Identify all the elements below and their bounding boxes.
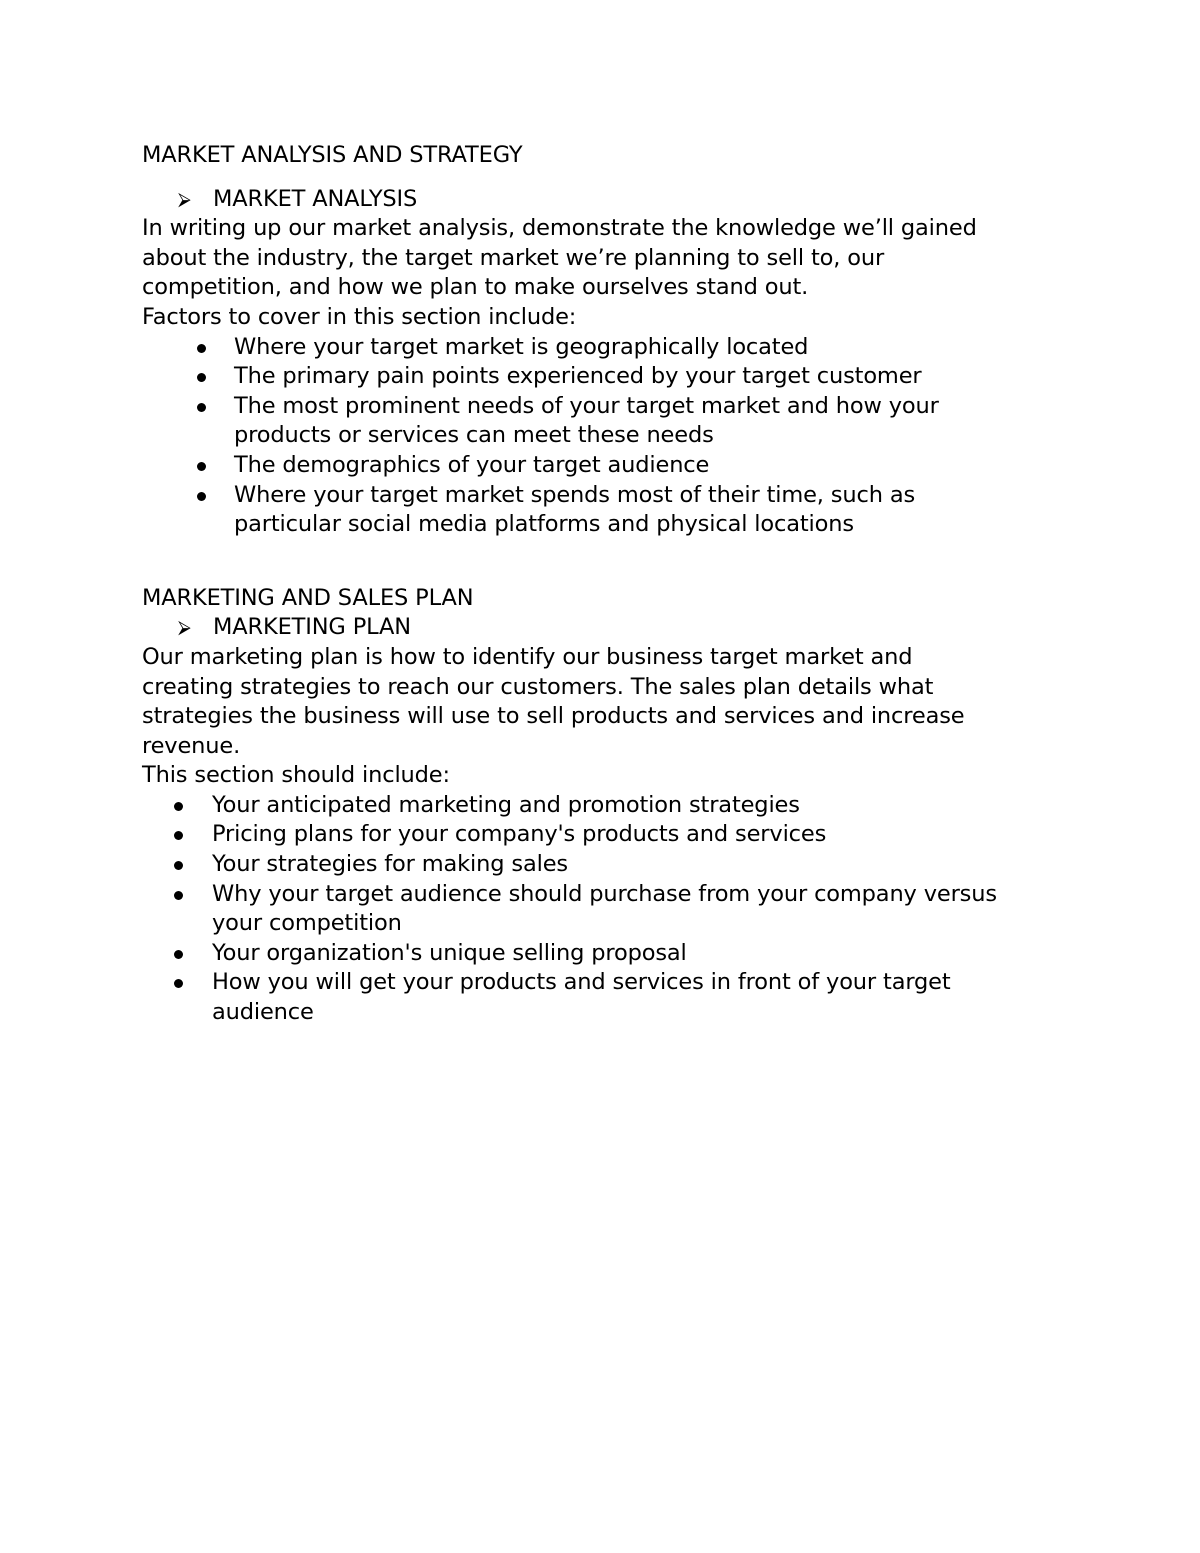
- paragraph-line: about the industry, the target market we’re planning to sell to, our: [142, 244, 885, 271]
- paragraph-line: competition, and how we plan to make ourselves stand out.: [142, 274, 809, 301]
- bullet-dot-icon: [197, 373, 206, 382]
- list-item-text: Your organization's unique selling proposal: [212, 939, 687, 966]
- list-item-text: Where your target market spends most of their time, such as: [234, 481, 916, 508]
- factors-list: [142, 333, 1062, 540]
- bullet-dot-icon: [197, 403, 206, 412]
- list-item-text: products or services can meet these needs: [234, 422, 714, 449]
- subheading-marketing-plan: [142, 613, 1062, 643]
- paragraph-line: Our marketing plan is how to identify our business target market and: [142, 643, 913, 670]
- spacer: [142, 171, 1062, 185]
- list-item: [142, 481, 1062, 540]
- list-item: [142, 850, 1062, 880]
- bullet-dot-icon: [197, 492, 206, 501]
- paragraph-line: creating strategies to reach our customers. The sales plan details what: [142, 673, 934, 700]
- list-item: [142, 451, 1062, 481]
- list-item: [142, 820, 1062, 850]
- list-item-text: Pricing plans for your company's products and services: [212, 821, 827, 848]
- list-item: [142, 362, 1062, 392]
- section-title-market-analysis-and-strategy: MARKET ANALYSIS AND STRATEGY: [142, 142, 523, 168]
- paragraph-line: revenue.: [142, 732, 241, 759]
- bullet-dot-icon: [197, 462, 206, 471]
- list-item: [142, 939, 1062, 969]
- list-item: [142, 968, 1062, 1027]
- list-intro: Factors to cover in this section include:: [142, 303, 577, 330]
- bullet-dot-icon: [174, 802, 183, 811]
- list-item: [142, 880, 1062, 939]
- paragraph-line: In writing up our market analysis, demonstrate the knowledge we’ll gained: [142, 215, 977, 242]
- list-item-text: your competition: [212, 910, 402, 937]
- list-item-text: How you will get your products and services in front of your target: [212, 969, 951, 996]
- subheading-market-analysis: [142, 185, 1062, 215]
- subheading-label: MARKETING PLAN: [213, 614, 411, 641]
- bullet-dot-icon: [174, 861, 183, 870]
- list-item: [142, 791, 1062, 821]
- list-item-text: The most prominent needs of your target market and how your: [234, 392, 939, 419]
- bullet-dot-icon: [174, 831, 183, 840]
- list-item-text: Why your target audience should purchase from your company versus: [212, 880, 997, 907]
- plan-items-list: [142, 791, 1062, 1028]
- bullet-dot-icon: [174, 891, 183, 900]
- list-item-text: Where your target market is geographically located: [234, 333, 809, 360]
- bullet-dot-icon: [174, 979, 183, 988]
- list-item: [142, 333, 1062, 363]
- list-item-text: audience: [212, 999, 314, 1026]
- arrowhead-icon: ⮚: [178, 188, 191, 210]
- list-item-text: particular social media platforms and physical locations: [234, 511, 854, 538]
- paragraph-line: strategies the business will use to sell products and services and increase: [142, 703, 965, 730]
- bullet-dot-icon: [197, 344, 206, 353]
- section-title-marketing-and-sales-plan: MARKETING AND SALES PLAN: [142, 584, 474, 611]
- bullet-dot-icon: [174, 950, 183, 959]
- list-intro: This section should include:: [142, 762, 450, 789]
- list-item-text: The demographics of your target audience: [234, 451, 710, 478]
- list-item-text: Your strategies for making sales: [212, 851, 568, 878]
- spacer: [142, 540, 1062, 584]
- list-item: [142, 392, 1062, 451]
- subheading-label: MARKET ANALYSIS: [213, 185, 418, 212]
- list-item-text: The primary pain points experienced by your target customer: [234, 363, 922, 390]
- arrowhead-icon: ⮚: [178, 617, 191, 639]
- document-page: [142, 141, 1062, 1028]
- list-item-text: Your anticipated marketing and promotion strategies: [212, 791, 800, 818]
